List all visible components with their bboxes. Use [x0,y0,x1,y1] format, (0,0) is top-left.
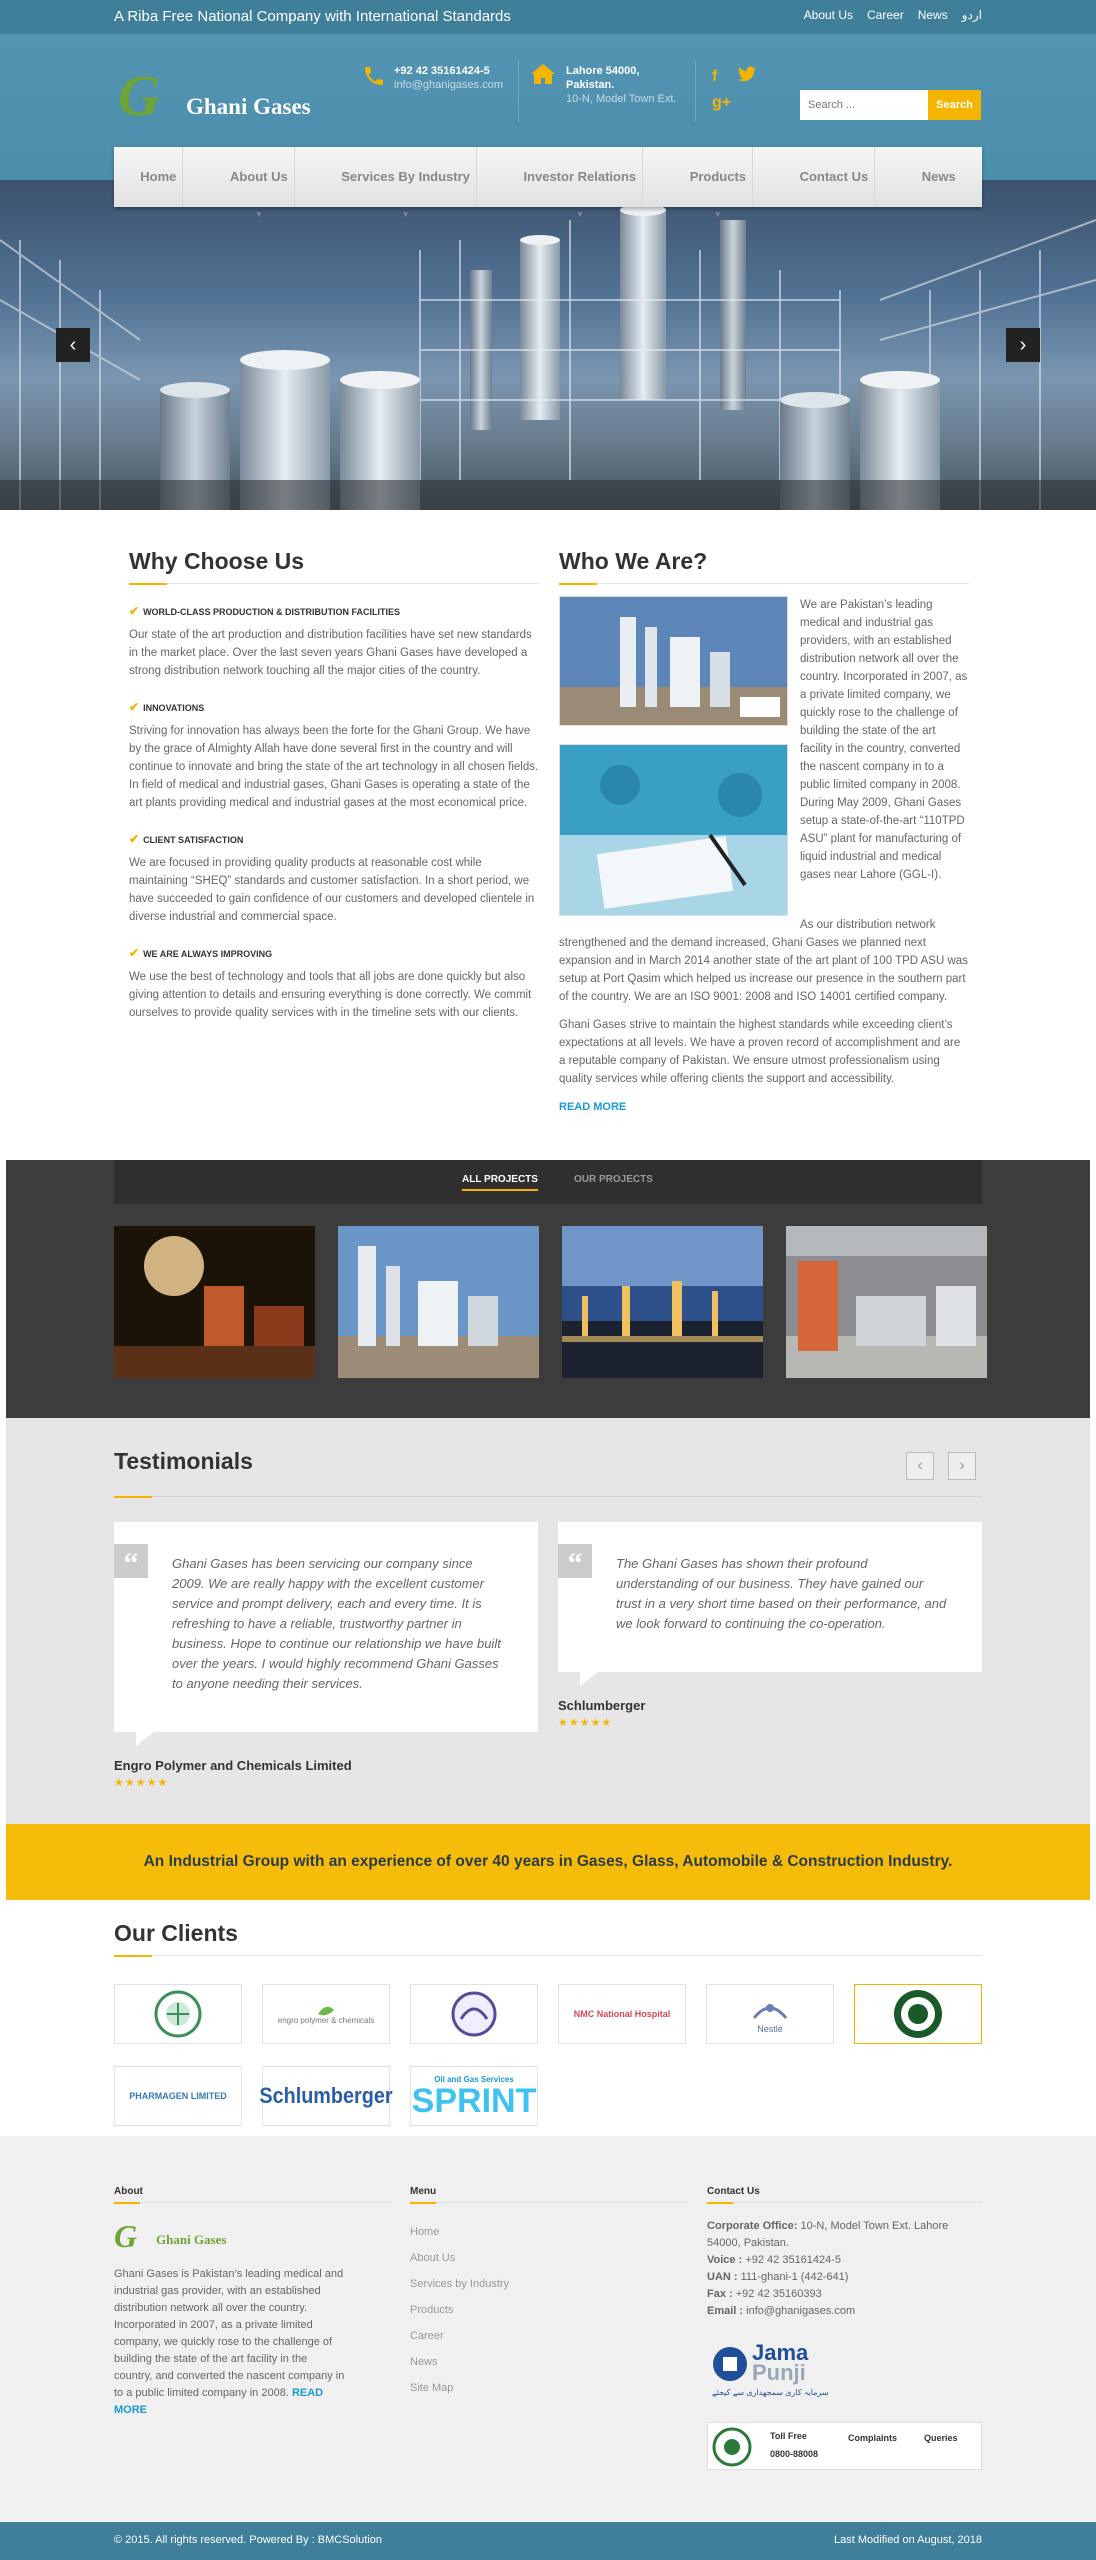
top-bar [0,0,1096,34]
logo-mark[interactable]: G [118,63,160,128]
hero-plant-image [0,180,1096,510]
testimonial-quote: The Ghani Gases has shown their profound understanding of our business. They have gained our trust in a very short time based on their performance, and we look forward to continuing the co-operation. [616,1556,947,1631]
google-plus-icon[interactable]: g+ [712,94,732,111]
client-name: SPRINT [411,2081,537,2120]
footer-menu-services[interactable]: Services by Industry [410,2278,510,2290]
footer-logo-mark[interactable]: G [114,2218,138,2254]
header-divider-2 [695,60,696,122]
header-address [566,64,676,106]
nav-label: About Us [229,169,288,184]
who-p3: Ghani Gases strive to maintain the highest standards while exceeding client’s expectations at all levels. We have a proven record of accomplishment and are a reputable company of Pakistan. We ensure utmost professionalism using quality services while offering clients the support and accessibility. [559,1019,961,1085]
nav-products[interactable] [684,147,753,219]
client-name: PHARMAGEN LIMITED [129,2091,227,2101]
who-we-are [559,548,969,1113]
top-link-about[interactable]: About Us [803,8,854,22]
home-icon [530,62,556,93]
project-thumbnail[interactable] [338,1226,539,1378]
secp-seal-icon [712,2427,752,2467]
signing-photo [559,744,788,916]
nav-about-us[interactable] [224,147,295,219]
testimonial-card [558,1522,982,1672]
experience-banner: An Industrial Group with an experience of over 40 years in Gases, Glass, Automobile & Construction Industry. [6,1824,1090,1900]
footer-menu-home[interactable]: Home [410,2226,440,2238]
header-email[interactable]: info@ghanigases.com [394,79,504,91]
footer-menu-sitemap[interactable]: Site Map [410,2382,454,2394]
hero-slider [0,180,1096,510]
projects-tabs [114,1160,982,1204]
search-button[interactable]: Search [928,90,981,120]
rating-stars: ★★★★★ [558,1717,613,1729]
tagline: A Riba Free National Company with International Standards [114,8,511,25]
quote-icon: “ [114,1544,148,1578]
tab-all-projects[interactable]: ALL PROJECTS [462,1174,538,1191]
logo-text[interactable]: Ghani Gases [186,94,311,119]
nav-label: Services By Industry [341,169,470,184]
testimonials-section [6,1418,1090,1824]
client-logo[interactable] [410,2066,538,2126]
our-clients [114,1920,982,2120]
testimonial-quote: Ghani Gases has been servicing our company since 2009. We are really happy with the excellent customer service and prompt delivery, each and every time. It is refreshing to have a reliable, trustworthy partner in business. Hope to continue our relationship we have built over the years. I would highly recommend Ghani Gasses to anyone needing their services. [172,1556,501,1691]
footer-underline [114,2202,392,2203]
who-body [559,916,969,1116]
card-pointer [136,1732,154,1746]
tab-our-projects[interactable]: OUR PROJECTS [574,1174,653,1185]
main-nav [114,147,982,219]
why-item-heading: ✔ WORLD-CLASS PRODUCTION & DISTRIBUTION FACILITIES [129,604,401,618]
footer-email-link[interactable]: info@ghanigases.com [743,2305,856,2317]
chevron-down-icon: ▼ [401,210,410,219]
rating-stars: ★★★★★ [114,1777,169,1789]
check-icon: ✔ [129,946,140,960]
address-line-3: 10-N, Model Town Ext. [566,93,677,105]
nav-services[interactable] [335,147,477,219]
crest-emblem-icon [449,1989,499,2039]
footer-menu-heading: Menu [410,2186,437,2197]
clients-title: Our Clients [114,1920,238,1946]
testimonial-prev-button[interactable]: ‹ [906,1452,934,1480]
title-underline [114,1496,982,1497]
client-logo[interactable] [854,1984,982,2044]
chevron-down-icon: ▼ [254,210,263,219]
footer-menu-products[interactable]: Products [410,2304,454,2316]
nav-label: News [921,169,956,184]
client-logo[interactable] [558,1984,686,2044]
testimonials-title: Testimonials [114,1448,253,1474]
client-logo[interactable] [259,2066,393,2126]
who-intro: We are Pakistan’s leading medical and industrial gas providers, with an established distribution network all over the country. Incorporated in 2007, as a private limited company, we quickly rose to the challenge of building the state of the art facility in the country, converted the nascent company in to a public limited company in 2008. During May 2009, Ghani Gases setup a state-of-the-art “110TPD ASU” plant for manufacturing of liquid industrial and medical gases near Lahore (GGL-I). [800,599,968,881]
footer-about-text: Ghani Gases is Pakistan’s leading medical and industrial gas provider, with an established distribution network all over the country. Incorporated in 2007, as a private limited company, we quickly rose to the challenge of building the state of the art facility in the country, and converted the nascent company in to a public limited company in 2008. READ MORE [114,2268,345,2416]
quote-icon: “ [558,1544,592,1578]
who-p2-lead: As our distribution network [800,919,936,931]
why-item-text: Striving for innovation has always been the forte for the Ghani Group. We have by the grace of Almighty Allah have done several first in the country and will continue to innovate and bring the state of the art technology in all chosen fields. In field of medical and industrial gases, Ghani Gases is operating a state of the art plants providing medical and industrial gases at the most economical price. [129,725,539,809]
top-links [804,8,982,22]
hero-next-arrow[interactable]: › [1006,328,1040,362]
footer-logo-text[interactable]: Ghani Gases [156,2232,227,2247]
card-pointer [580,1672,598,1686]
header-phone[interactable]: +92 42 35161424-5 [394,65,490,77]
client-name: Schlumberger [259,2083,393,2108]
check-icon: ✔ [129,832,140,846]
nav-label: Home [140,169,177,184]
footer-read-more-link[interactable]: READ MORE [114,2387,324,2416]
address-line-1: Lahore 54000, [566,65,640,77]
header-contact [394,64,503,92]
bottom-bar [0,2522,1096,2560]
footer-underline [410,2202,688,2203]
header-divider [518,60,519,122]
nav-label: Investor Relations [523,169,637,184]
search-input[interactable] [800,90,928,120]
why-item-text: Our state of the art production and distribution facilities have set new standards in the market place. Over the last seven years Ghani Gases have developed a strong distribution network touching all the major cities of the country. [129,629,532,677]
nav-investor-relations[interactable] [517,147,643,219]
testimonial-card [114,1522,538,1732]
client-logo[interactable] [262,1984,390,2044]
client-name: Nestlé [757,2024,783,2034]
nav-label: Contact Us [799,169,869,184]
client-logo[interactable] [410,1984,538,2044]
project-thumbnail[interactable] [114,1226,315,1378]
phone-icon [362,64,386,95]
why-title: Why Choose Us [129,548,305,574]
nestle-nest-icon [750,1994,790,2024]
who-read-more-link[interactable]: READ MORE [559,1101,627,1113]
copyright: © 2015. All rights reserved. Powered By : BMCSolution [114,2534,382,2546]
top-link-urdu[interactable]: اردو [961,8,982,22]
client-name: Oil and Gas Services [434,2074,514,2084]
chevron-down-icon: ▼ [575,210,584,219]
why-item-heading: ✔ WE ARE ALWAYS IMPROVING [129,946,273,960]
footer-menu-career[interactable]: Career [410,2330,444,2342]
seal-emblem-icon [892,1988,944,2040]
project-thumbnail[interactable] [786,1226,987,1378]
client-logo[interactable] [114,1984,242,2044]
footer-menu-about[interactable]: About Us [410,2252,456,2264]
why-choose-us [129,548,539,1022]
testimonial-author: Engro Polymer and Chemicals Limited [114,1758,352,1773]
nav-news[interactable] [916,147,962,207]
client-name: NMC National Hospital [573,2009,671,2019]
client-logo[interactable] [114,2066,242,2126]
jama-punji-logo[interactable]: Jama Punji سرمایہ کاری سمجھداری سے کیجئے [712,2340,829,2397]
jama-punji-icon [712,2346,748,2382]
client-logo[interactable] [706,1984,834,2044]
footer-about-heading: About [114,2186,143,2197]
why-item-text: We are focused in providing quality products at reasonable cost while maintaining “SHEQ” standards and customer satisfaction. In a short period, we have succeeded to gain confidence of our customers and developed clientele in diverse industrial and commercial space. [129,857,535,923]
top-link-news[interactable]: News [917,8,948,22]
check-icon: ✔ [129,604,140,618]
nav-home[interactable] [134,147,183,207]
last-modified: Last Modified on August, 2018 [834,2534,982,2546]
engro-leaf-icon [316,2004,336,2016]
site-footer [0,2136,1096,2522]
facebook-icon[interactable]: f [712,68,718,85]
footer-contact-info: Corporate Office: 10-N, Model Town Ext. Lahore 54000, Pakistan. Voice : +92 42 35161424-5 UAN : 111-ghani-1 (442-641) Fax : +92 42 35160393 Email : info@ghanigases.com [707,2220,949,2317]
testimonial-author: Schlumberger [558,1698,646,1713]
twitter-icon[interactable] [738,66,756,87]
testimonial-next-button[interactable]: › [948,1452,976,1480]
hero-prev-arrow[interactable]: ‹ [56,328,90,362]
client-name: engro polymer & chemicals [277,2015,375,2025]
title-underline [114,1955,982,1956]
secp-complaints-banner[interactable]: Toll Free 0800-88008 Complaints Queries [707,2422,982,2470]
who-title: Who We Are? [559,548,708,574]
title-underline [129,583,539,584]
chevron-down-icon: ▼ [713,210,722,219]
projects-section [6,1160,1090,1418]
nav-contact-us[interactable] [794,147,876,207]
top-link-career[interactable]: Career [867,8,904,22]
who-p2: strengthened and the demand increased, Ghani Gases we planned next expansion and in March 2014 another state of the art plant of 100 TPD ASU was setup at Port Qasim which helped us increase our presence in the southern part of the country. We are an ISO 9001: 2008 and ISO 14001 certified company. [559,937,968,1003]
title-underline [559,583,969,584]
plant-photo [559,596,788,726]
why-item-heading: ✔ INNOVATIONS [129,700,205,714]
nav-label: Products [689,169,747,184]
footer-underline [707,2202,982,2203]
footer-contact-heading: Contact Us [707,2186,760,2197]
check-icon: ✔ [129,700,140,714]
why-item-heading: ✔ CLIENT SATISFACTION [129,832,244,846]
footer-menu-news[interactable]: News [410,2356,438,2368]
seal-emblem-icon [153,1989,203,2039]
why-item-text: We use the best of technology and tools that all jobs are done quickly but also giving attention to details and ensuring everything is done correctly. We commit ourselves to provide quality services with in the timeline sets with our clients. [129,971,532,1019]
project-thumbnail[interactable] [562,1226,763,1378]
address-line-2: Pakistan. [566,79,615,91]
